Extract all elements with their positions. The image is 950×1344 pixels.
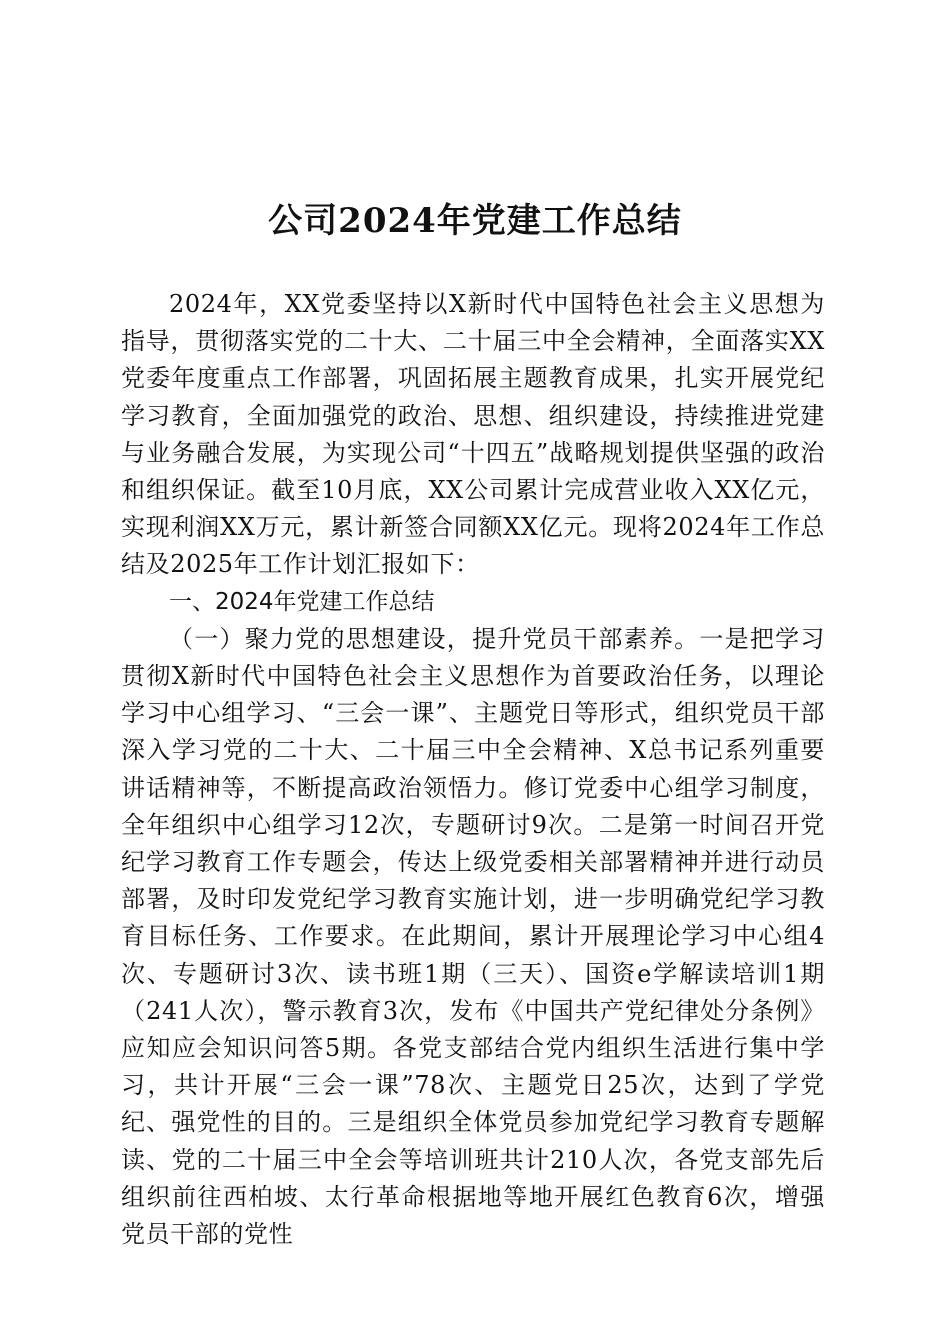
section-heading: 一、2024年党建工作总结 (169, 588, 435, 615)
intro-paragraph: 2024年，XX党委坚持以X新时代中国特色社会主义思想为指导，贯彻落实党的二十大、二十届三中全会精神，全面落实XX党委年度重点工作部署，巩固拓展主题教育成果，扎实开展党纪学习教育，全面加强党的政治、思想、组织建设，持续推进党建与业务融合发展，为实现公司“十四五”战略规划提供坚强的政治和组织保证。截至10月底，XX公司累计完成营业收入XX亿元，实现利润XX万元，累计新签合同额XX亿元。现将2024年工作总结及2025年工作计划汇报如下： (121, 290, 825, 579)
document-body (121, 286, 825, 1253)
section-paragraph: （一）聚力党的思想建设，提升党员干部素养。一是把学习贯彻X新时代中国特色社会主义思想作为首要政治任务，以理论学习中心组学习、“三会一课”、主题党日等形式，组织党员干部深入学习党的二十大、二十届三中全会精神、X总书记系列重要讲话精神等，不断提高政治领悟力。修订党委中心组学习制度，全年组织中心组学习12次，专题研讨9次。二是第一时间召开党纪学习教育工作专题会，传达上级党委相关部署精神并进行动员部署，及时印发党纪学习教育实施计划，进一步明确党纪学习教育目标任务、工作要求。在此期间，累计开展理论学习中心组4次、专题研讨3次、读书班1期（三天）、国资e学解读培训1期（241人次），警示教育3次，发布《中国共产党纪律处分条例》应知应会知识问答5期。各党支部结合党内组织生活进行集中学习，共计开展“三会一课”78次、主题党日25次，达到了学党纪、强党性的目的。三是组织全体党员参加党纪学习教育专题解读、党的二十届三中全会等培训班共计210人次，各党支部先后组织前往西柏坡、太行革命根据地等地开展红色教育6次，增强党员干部的党性 (121, 624, 825, 1249)
document-title: 公司2024年党建工作总结 (268, 201, 682, 241)
